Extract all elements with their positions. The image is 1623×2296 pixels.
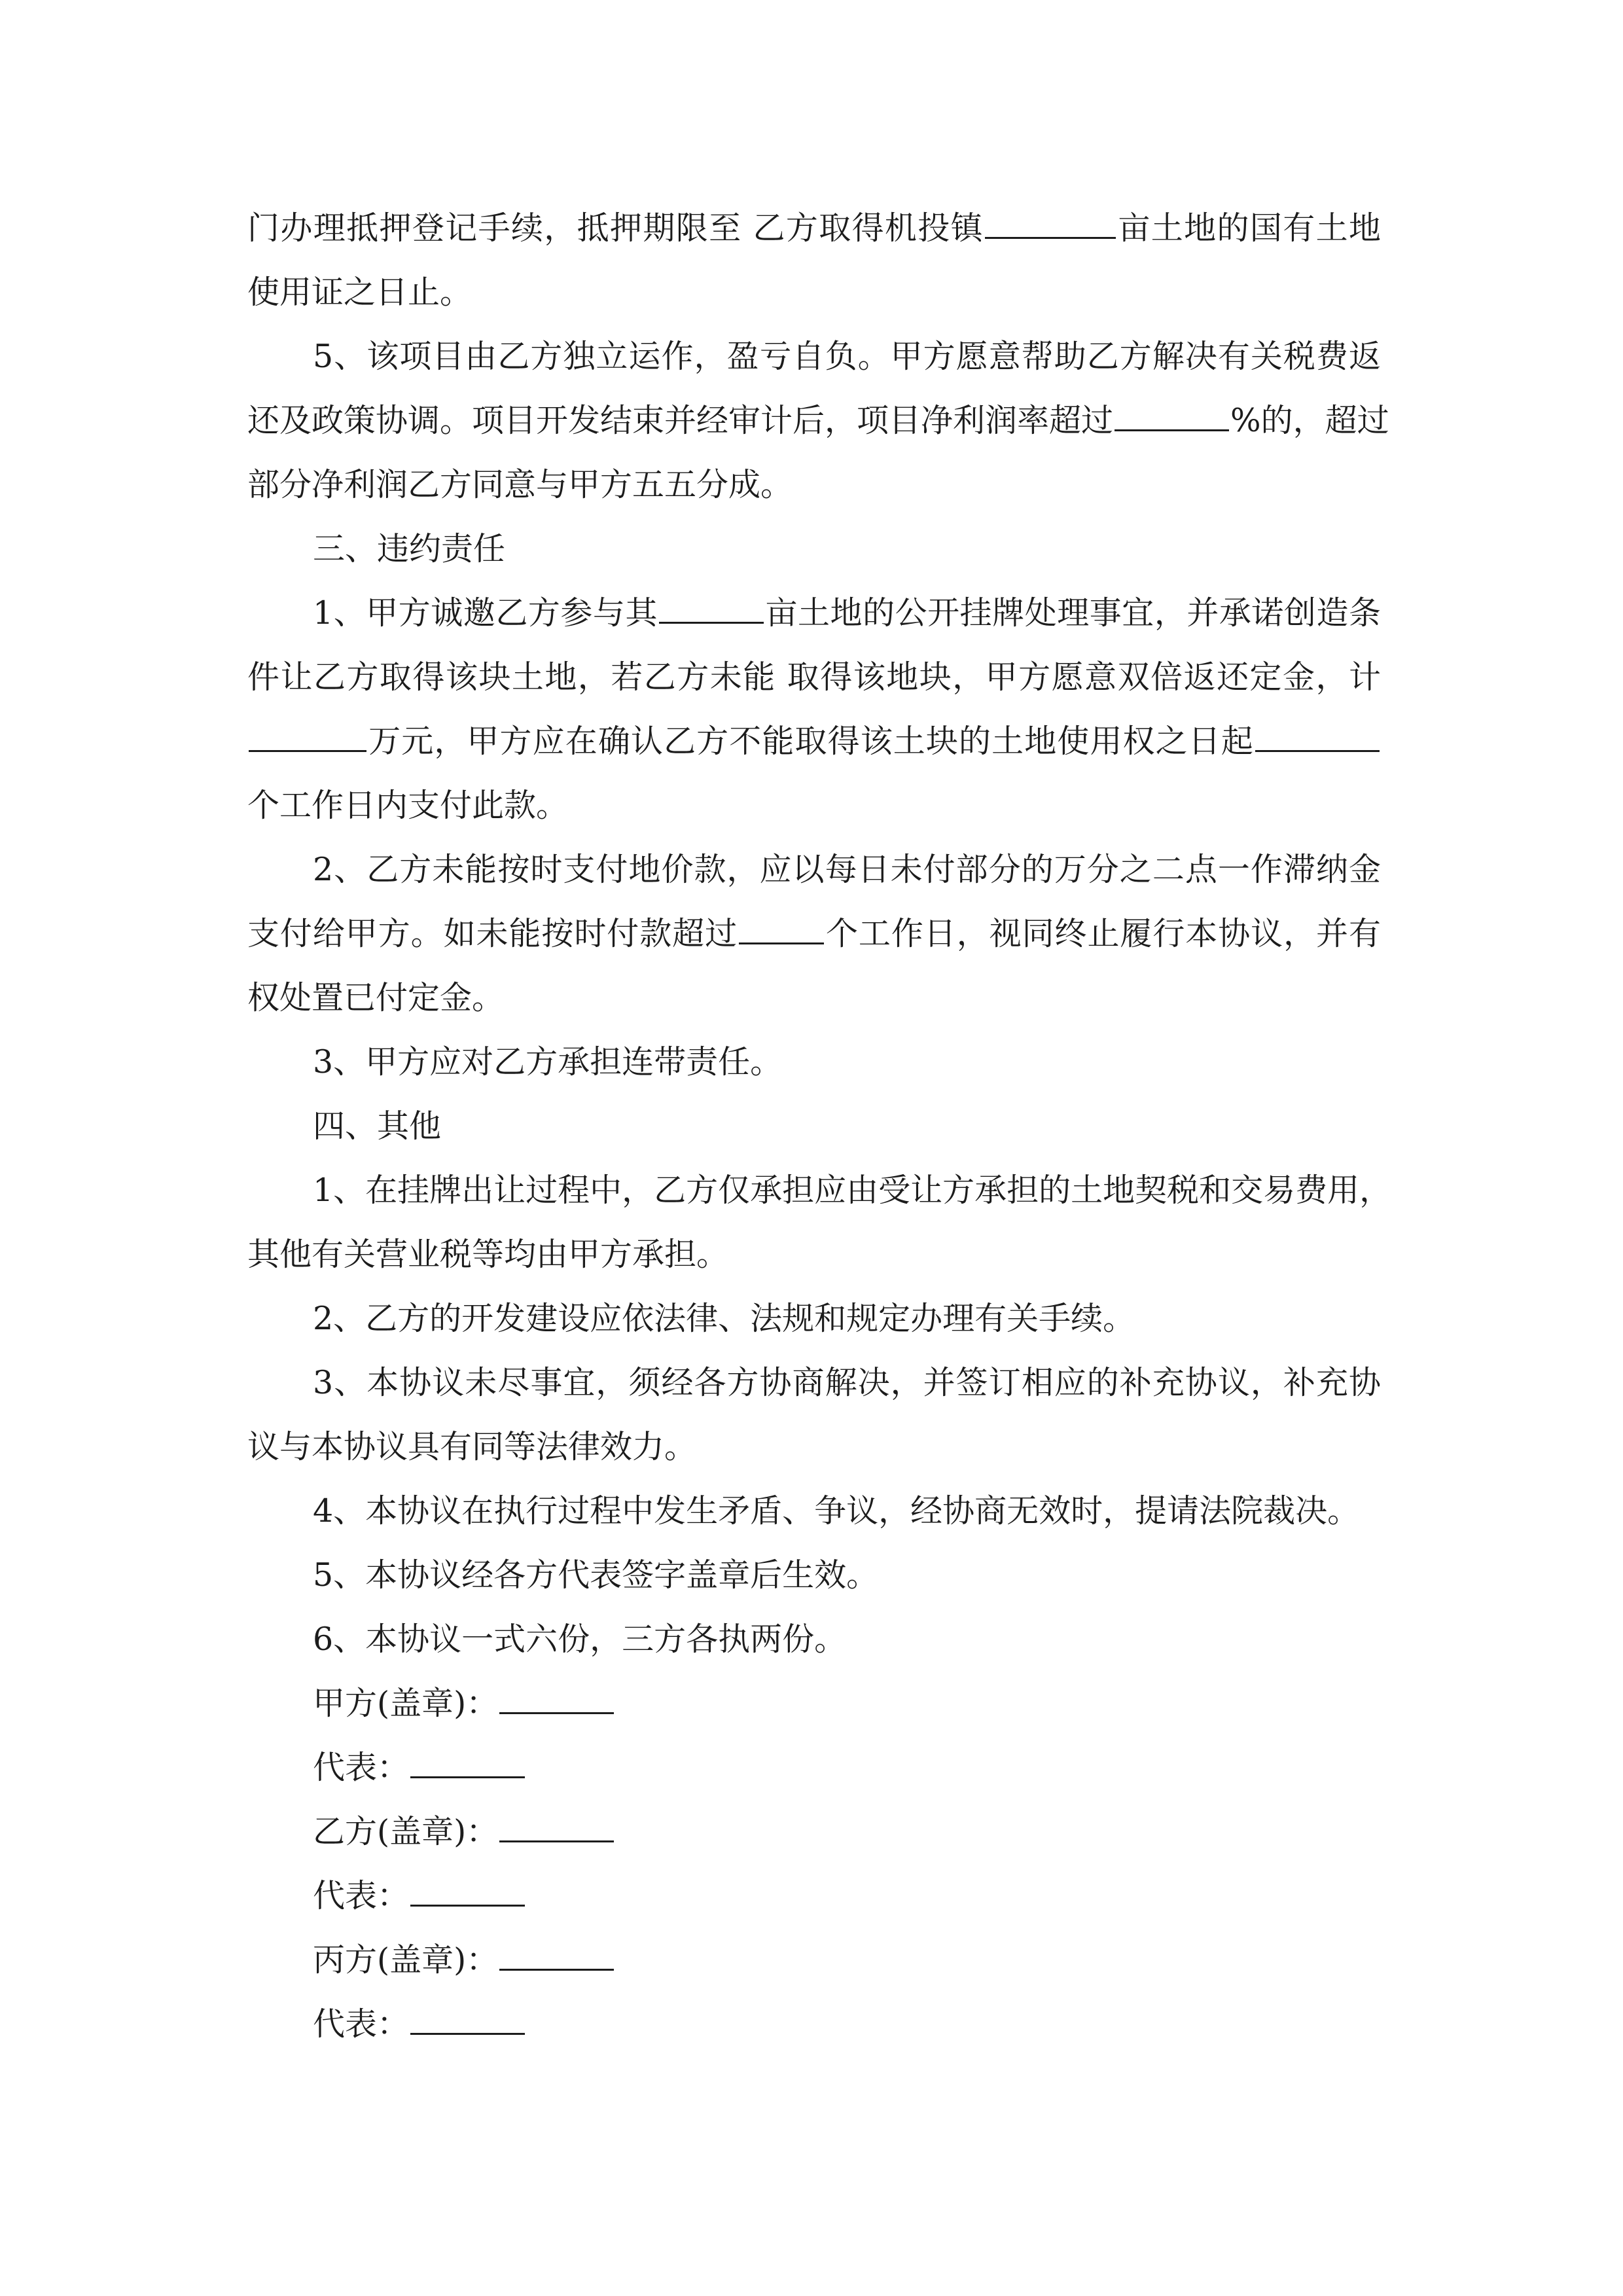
paragraph-line: 部分净利润乙方同意与甲方五五分成。 [247,466,793,503]
label: 甲方(盖章)： [313,1685,499,1722]
label: 代表： [313,2005,410,2043]
signature-party-c-rep [313,1992,1381,2056]
section-heading-breach: 三、违约责任 [313,530,506,567]
fill-in-blank [1115,403,1229,431]
paragraph-line: 件让乙方取得该块土地，若乙方未能 取得该地块，甲方愿意双倍返还定金，计 [247,658,1381,696]
signature-party-b-rep [313,1864,1381,1928]
fill-in-blank [1255,724,1380,752]
signature-party-b [313,1800,1381,1864]
section-heading-other: 四、其他 [313,1107,442,1145]
fill-in-blank [739,916,824,944]
text: 门办理抵押登记手续，抵押期限至 乙方取得机投镇 [247,209,984,247]
signature-party-c [313,1928,1381,1992]
signature-blank [499,1943,614,1971]
fill-in-blank [985,211,1116,239]
paragraph-line [247,709,1381,774]
signature-party-a [313,1672,1381,1736]
paragraph-line [247,902,1381,966]
signature-blank [499,1814,614,1842]
paragraph-line: 议与本协议具有同等法律效力。 [247,1428,697,1465]
label: 代表： [313,1749,410,1786]
signature-blank [410,1878,525,1907]
clause-3: 3、甲方应对乙方承担连带责任。 [313,1043,783,1081]
label: 乙方(盖章)： [313,1813,499,1850]
text: 亩土地的公开挂牌处理事宜，并承诺创造条 [764,594,1381,632]
text: %的，超过 [1230,402,1389,439]
clause-5: 5、本协议经各方代表签字盖章后生效。 [313,1556,879,1594]
label: 丙方(盖章)： [313,1941,499,1979]
text: 支付给甲方。如未能按时付款超过 [247,915,738,952]
signature-blank [410,2007,525,2035]
signature-blank [499,1686,614,1714]
text: 个工作日，视同终止履行本协议，并有 [825,915,1381,952]
paragraph-line [247,196,1381,260]
text: 1、甲方诚邀乙方参与其 [313,594,658,632]
text: 还及政策协调。项目开发结束并经审计后，项目净利润率超过 [247,402,1114,439]
fill-in-blank [659,596,764,624]
clause-2: 2、乙方未能按时支付地价款，应以每日未付部分的万分之二点一作滞纳金 [313,851,1381,888]
paragraph-line: 权处置已付定金。 [247,979,505,1016]
clause-2: 2、乙方的开发建设应依法律、法规和规定办理有关手续。 [313,1300,1135,1337]
fill-in-blank [249,724,366,752]
paragraph-line: 其他有关营业税等均由甲方承担。 [247,1236,729,1273]
text: 万元，甲方应在确认乙方不能取得该土块的土地使用权之日起 [368,723,1254,760]
clause-1 [313,581,1381,645]
signature-party-a-rep [313,1736,1381,1800]
signature-blank [410,1750,525,1778]
text: 亩土地的国有土地 [1117,209,1381,247]
label: 代表： [313,1877,410,1914]
clause-5: 5、该项目由乙方独立运作，盈亏自负。甲方愿意帮助乙方解决有关税费返 [313,338,1381,375]
paragraph-line [247,389,1389,453]
clause-1: 1、在挂牌出让过程中，乙方仅承担应由受让方承担的土地契税和交易费用， [313,1172,1392,1209]
clause-6: 6、本协议一式六份，三方各执两份。 [313,1621,847,1658]
paragraph-line: 使用证之日止。 [247,274,473,311]
paragraph-line: 个工作日内支付此款。 [247,787,569,824]
clause-4: 4、本协议在执行过程中发生矛盾、争议，经协商无效时，提请法院裁决。 [313,1492,1360,1530]
clause-3: 3、本协议未尽事宜，须经各方协商解决，并签订相应的补充协议，补充协 [313,1364,1381,1401]
